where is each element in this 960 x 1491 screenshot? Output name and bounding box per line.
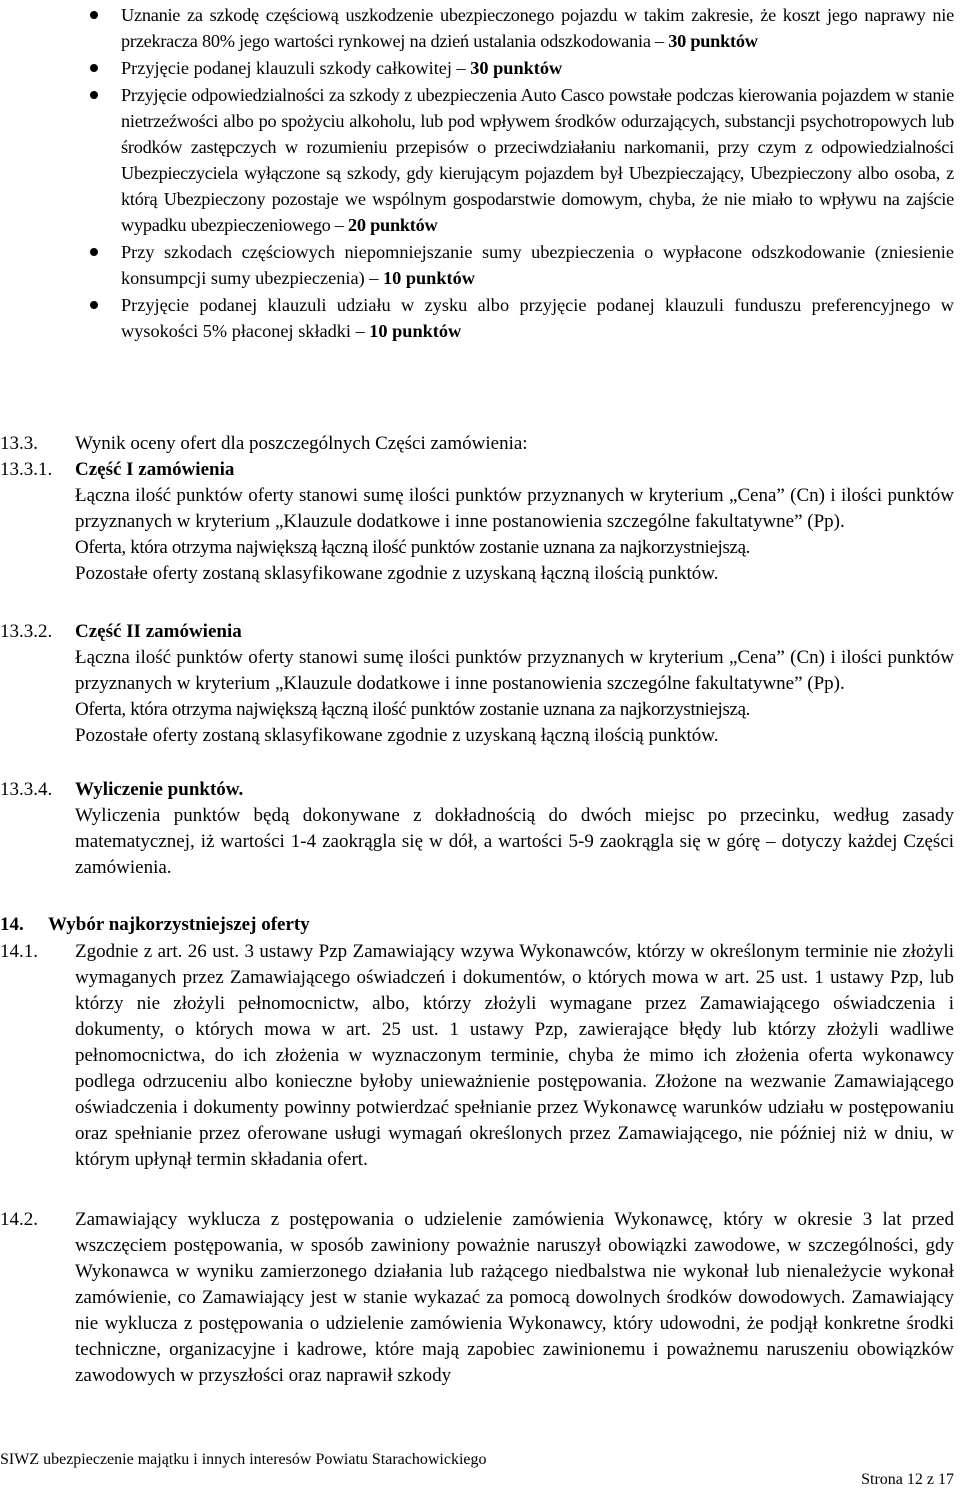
bullet-text: Przyjęcie odpowiedzialności za szkody z ubezpieczenia Auto Casco powstałe podczas kierowania pojazdem w stanie nietrzeźwości albo po spożyciu alkoholu, lub pod wpływem środków odurzających, substancji psychotropowych lub środków zastępczych w rozumieniu przepisów o przeciwdziałaniu narkomanii, przy czym z odpowiedzialności Ubezpieczyciela wyłączone są szkody, gdy kierującym pojazdem był Ubezpieczający, Ubezpieczony albo osoba, z którą Ubezpieczony pozostaje we wspólnym gospodarstwie domowym, chyba, że nie miało to wpływu na zajście wypadku ubezpieczeniowego – xyxy=(121,85,954,235)
section-paragraph: Łączna ilość punktów oferty stanowi sumę ilości punktów przyznanych w kryterium „Cena” (Cn) i ilości punktów przyznanych w kryterium „Klauzule dodatkowe i inne postanowienia szczególne fakultatywne” (Pp). xyxy=(75,647,954,694)
section-title: Część I zamówienia xyxy=(75,459,235,480)
bullet-dot-icon xyxy=(90,248,98,256)
section-number: 13.3. xyxy=(0,433,38,454)
section-number: 14. xyxy=(0,914,24,935)
bullet-text: Uznanie za szkodę częściową uszkodzenie ubezpieczonego pojazdu w takim zakresie, że koszt jego naprawy nie przekracza 80% jego wartości rynkowej na dzień ustalania odszkodowania – xyxy=(121,5,954,51)
section-number: 14.1. xyxy=(0,941,38,962)
bullet-points: 30 punktów xyxy=(470,58,563,78)
footer-page-number: Strona 12 z 17 xyxy=(861,1471,954,1488)
section-number: 14.2. xyxy=(0,1209,38,1230)
bullet-item xyxy=(0,239,960,291)
section-paragraph: Oferta, która otrzyma największą łączną ilość punktów zostanie uznana za najkorzystniejszą. xyxy=(75,537,751,558)
section-number: 13.3.1. xyxy=(0,459,53,480)
section-title: Wyliczenie punktów. xyxy=(75,779,244,800)
section-paragraph: Wyliczenia punktów będą dokonywane z dokładnością do dwóch miejsc po przecinku, według zasady matematycznej, iż wartości 1-4 zaokrągla się w dół, a wartości 5-9 zaokrągla się w górę – dotyczy każdej Części zamówienia. xyxy=(75,805,954,878)
section-number: 13.3.2. xyxy=(0,621,53,642)
bullet-dot-icon xyxy=(90,11,98,19)
section-paragraph: Łączna ilość punktów oferty stanowi sumę ilości punktów przyznanych w kryterium „Cena” (Cn) i ilości punktów przyznanych w kryterium „Klauzule dodatkowe i inne postanowienia szczególne fakultatywne” (Pp). xyxy=(75,485,954,532)
bullet-points: 30 punktów xyxy=(668,31,758,51)
bullet-text: Przy szkodach częściowych niepomniejszanie sumy ubezpieczenia o wypłacone odszkodowanie (zniesienie konsumpcji sumy ubezpieczenia) – xyxy=(121,242,954,288)
bullet-points: 20 punktów xyxy=(348,215,438,235)
footer-document-title: SIWZ ubezpieczenie majątku i innych interesów Powiatu Starachowickiego xyxy=(0,1451,487,1468)
section-paragraph: Pozostałe oferty zostaną sklasyfikowane zgodnie z uzyskaną łączną ilością punktów. xyxy=(75,725,719,746)
bullet-dot-icon xyxy=(90,64,98,72)
bullet-text: Przyjęcie podanej klauzuli szkody całkowitej – xyxy=(121,58,471,78)
bullet-item xyxy=(0,292,960,344)
section-paragraph: Zamawiający wyklucza z postępowania o udzielenie zamówienia Wykonawcę, który w okresie 3 lat przed wszczęciem postępowania, w sposób zawiniony poważnie naruszył obowiązki zawodowe, w szczególności, gdy Wykonawca w wyniku zamierzonego działania lub rażącego niedbalstwa nie wykonał lub nienależycie wykonał zamówienie, co Zamawiający jest w stanie wykazać za pomocą dowolnych środków dowodowych. Zamawiający nie wyklucza z postępowania o udzielenie zamówienia Wykonawcy, który udowodni, że podjął konkretne środki techniczne, organizacyjne i kadrowe, które mają zapobiec zawinionemu i poważnemu naruszeniu obowiązków zawodowych w przyszłości oraz naprawił szkody xyxy=(75,1209,954,1386)
bullet-dot-icon xyxy=(90,301,98,309)
section-title: Wybór najkorzystniejszej oferty xyxy=(48,914,310,935)
bullet-points: 10 punktów xyxy=(382,268,475,288)
bullet-item xyxy=(0,82,960,238)
section-paragraph: Oferta, która otrzyma największą łączną ilość punktów zostanie uznana za najkorzystniejszą. xyxy=(75,699,751,720)
section-text: Wynik oceny ofert dla poszczególnych Części zamówienia: xyxy=(75,433,528,454)
bullet-dot-icon xyxy=(90,91,98,99)
section-title: Część II zamówienia xyxy=(75,621,242,642)
criteria-bullet-list xyxy=(0,2,960,344)
section-paragraph: Pozostałe oferty zostaną sklasyfikowane zgodnie z uzyskaną łączną ilością punktów. xyxy=(75,563,719,584)
section-paragraph: Zgodnie z art. 26 ust. 3 ustawy Pzp Zamawiający wzywa Wykonawców, którzy w określonym terminie nie złożyli wymaganych przez Zamawiającego oświadczeń i dokumentów, o których mowa w art. 25 ust. 1 ustawy Pzp, lub którzy nie złożyli pełnomocnictw, albo, którzy złożyli wymagane przez Zamawiającego oświadczenia i dokumenty, o których mowa w art. 25 ust. 1 ustawy Pzp, zawierające błędy lub którzy złożyli wadliwe pełnomocnictwa, do ich złożenia w wyznaczonym terminie, chyba że mimo ich złożenia oferta wykonawcy podlega odrzuceniu albo konieczne byłoby unieważnienie postępowania. Złożone na wezwanie Zamawiającego oświadczenia i dokumenty powinny potwierdzać spełnianie przez Wykonawcę warunków udziału w postępowaniu oraz spełnianie przez oferowane usługi wymagań określonych przez Zamawiającego, nie później niż w dniu, w którym upłynął termin składania ofert. xyxy=(75,941,954,1170)
bullet-points: 10 punktów xyxy=(369,321,462,341)
bullet-item xyxy=(0,55,960,81)
bullet-item xyxy=(0,2,960,54)
bullet-text: Przyjęcie podanej klauzuli udziału w zysku albo przyjęcie podanej klauzuli funduszu preferencyjnego w wysokości 5% płaconej składki – xyxy=(121,295,954,341)
section-number: 13.3.4. xyxy=(0,779,53,800)
